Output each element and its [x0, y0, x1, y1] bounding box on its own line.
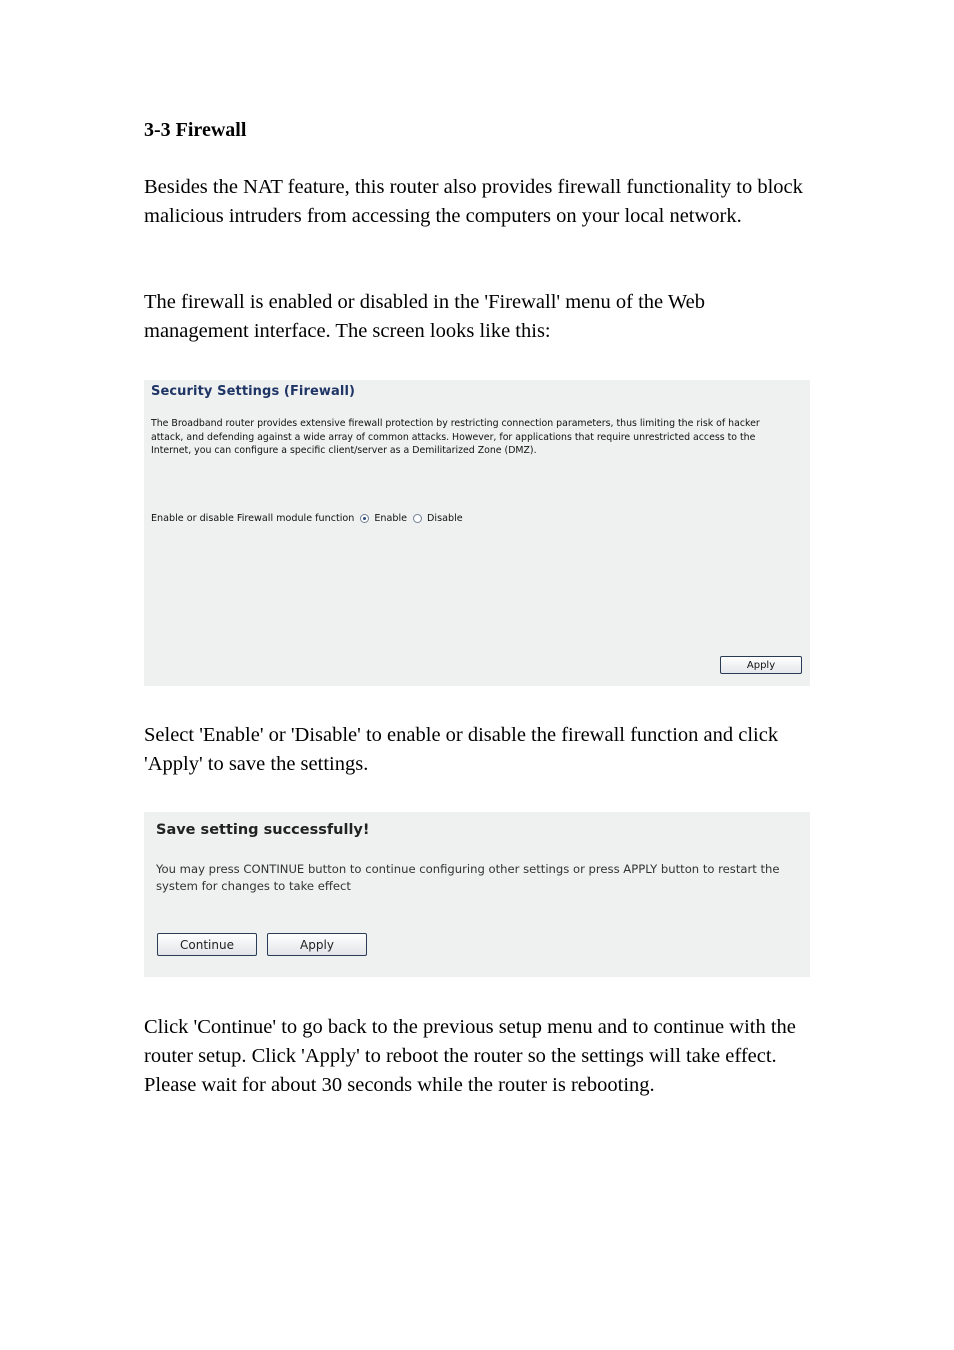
select-note-paragraph: Select 'Enable' or 'Disable' to enable or disable the firewall function and click 'Apply' to save the settings.	[144, 724, 779, 775]
save-screen-title: Save setting successfully!	[156, 822, 370, 838]
firewall-apply-button[interactable]: Apply	[720, 656, 802, 674]
continue-note-paragraph: Click 'Continue' to go back to the previous setup menu and to continue with the router setup. Click 'Apply' to reboot the router so the settings will take effect. Please wait for about 30 seconds while the router is rebooting.	[144, 1016, 796, 1096]
disable-radio[interactable]	[413, 514, 422, 523]
firewall-settings-screenshot	[144, 380, 810, 686]
firewall-toggle-label: Enable or disable Firewall module function	[151, 513, 355, 524]
enable-radio-label: Enable	[374, 513, 408, 524]
firewall-toggle-row	[151, 513, 463, 524]
section-heading: 3-3 Firewall	[144, 119, 247, 141]
intro-paragraph: Besides the NAT feature, this router also provides firewall functionality to block malicious intruders from accessing the computers on your local network.	[144, 176, 803, 227]
enable-radio[interactable]	[360, 514, 369, 523]
disable-radio-label: Disable	[427, 513, 463, 524]
save-apply-button[interactable]: Apply	[267, 933, 367, 956]
save-screen-description: You may press CONTINUE button to continue configuring other settings or press APPLY button to restart the system for changes to take effect	[156, 862, 780, 893]
save-success-screenshot	[144, 812, 810, 977]
firewall-screen-title: Security Settings (Firewall)	[151, 384, 356, 399]
menu-note-paragraph: The firewall is enabled or disabled in the 'Firewall' menu of the Web management interface. The screen looks like this:	[144, 291, 705, 342]
continue-button[interactable]: Continue	[157, 933, 257, 956]
firewall-screen-description: The Broadband router provides extensive firewall protection by restricting connection parameters, thus limiting the risk of hacker attack, and defending against a wide array of common attacks. However, for applications that require unrestricted access to the Internet, you can configure a specific client/server as a Demilitarized Zone (DMZ).	[151, 418, 760, 456]
